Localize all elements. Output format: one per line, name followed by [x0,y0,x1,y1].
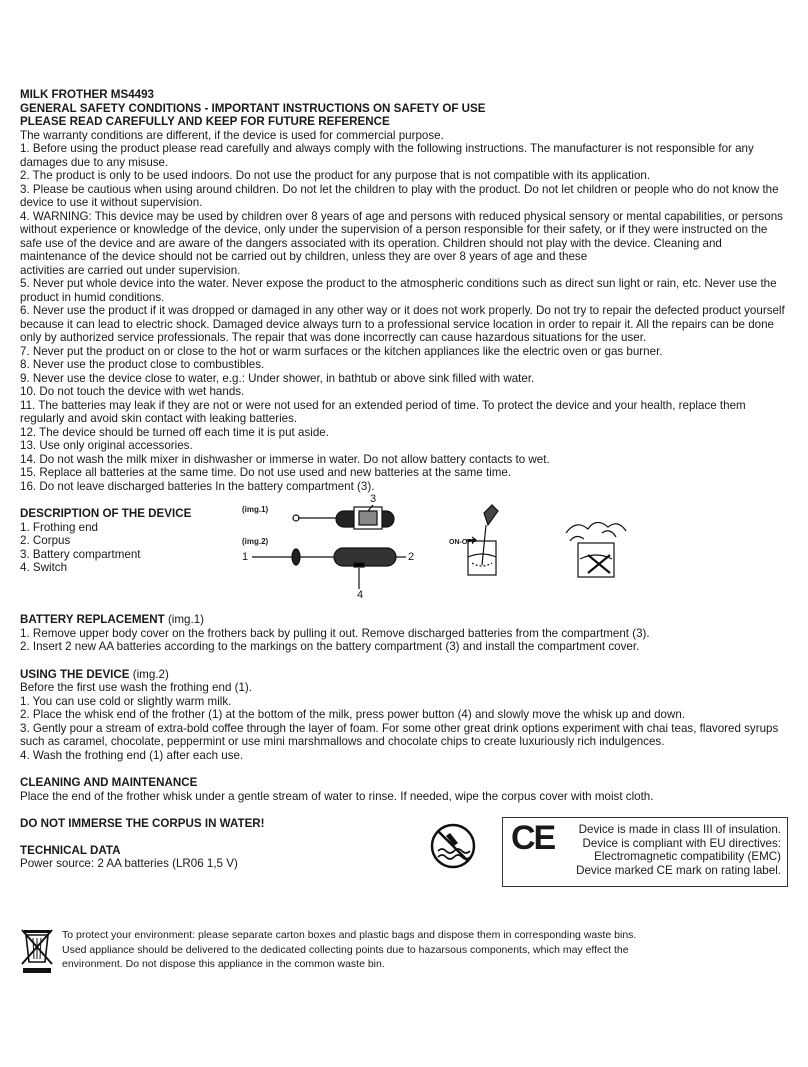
callout-1: 1 [242,551,249,563]
ce-line: Device is compliant with EU directives: [582,836,781,850]
environment-line: environment. Do not dispose this appliance in the common waste bin. [62,958,385,970]
using-title-ref: (img.2) [129,667,169,681]
environment-line: Used appliance should be delivered to the dedicated collecting points due to hazarsous components, which may effect the [62,943,629,956]
using-heading [20,668,790,682]
frother-img1-icon [293,505,394,529]
ce-line: Device is made in class III of insulation. [578,823,781,836]
safety-item: 10. Do not touch the device with wet hands. [20,385,245,398]
environment-line: To protect your environment: please separate carton boxes and plastic bags and dispose them in corresponding waste bins. [62,929,637,941]
battery-title: BATTERY REPLACEMENT [20,613,165,626]
ce-text [576,823,781,877]
safety-heading: GENERAL SAFETY CONDITIONS - IMPORTANT INSTRUCTIONS ON SAFETY OF USE [20,101,486,115]
safety-item: 4. WARNING: This device may be used by children over 8 years of age and persons with reduced physical sensory or mental capabilities, or persons without experience or knowledge of the device, only under the supervision of a person responsible for their safety, or if they were instructed on the safe use of the device and are aware of the dangers associated with its operation. Children should not play with the device. Cleaning and maintenance of the device should not be carried out by children, unless they are over 8 years of age and these [20,209,783,263]
callout-4: 4 [357,589,364,601]
crossed-bin-icon [20,928,54,974]
part-item: 3. Battery compartment [20,547,141,561]
img1-label: (img.1) [242,505,269,514]
callout-3: 3 [370,493,377,505]
safety-item: 6. Never use the product if it was dropped or damaged in any other way or it does not work properly. Do not try to repair the defected product yourself because it can lead to electric shock. Damaged device always turn to a professional service location in order to repair it. All the repairs can be done only by authorized service professionals. The repair that was done incorrectly can cause hazardous situations for the user. [20,304,785,344]
no-water-immersion-icon [566,522,626,577]
immersion-warning: DO NOT IMMERSE THE CORPUS IN WATER! [20,817,265,830]
safety-item: 9. Never use the device close to water, e.g.: Under shower, in bathtub or above sink filled with water. [20,371,535,385]
safety-item: 13. Use only original accessories. [20,439,193,452]
using-intro: Before the first use wash the frothing end (1). [20,681,252,694]
battery-heading [20,613,790,627]
battery-step: 1. Remove upper body cover on the frothers back by pulling it out. Remove discharged batteries from the compartment (3). [20,626,650,640]
description-title: DESCRIPTION OF THE DEVICE [20,507,192,520]
ce-mark-icon: CE [511,819,555,857]
environment-text [62,928,636,972]
using-step: 4. Wash the frothing end (1) after each use. [20,748,244,762]
safety-item: 11. The batteries may leak if they are not or were not used for an extended period of time. To protect the device and your health, replace them regularly and avoid skin contact with leaking batteries. [20,398,746,425]
environment-notice [20,928,790,978]
frother-img2-icon [252,548,406,589]
safety-item: 2. The product is only to be used indoors. Do not use the product for any purpose that is not compatible with its application. [20,169,651,182]
using-title: USING THE DEVICE [20,667,130,681]
bottom-row [20,817,790,887]
ce-info-box [502,817,788,887]
safety-item: 7. Never put the product on or close to the hot or warm surfaces or the kitchen appliances like the electric oven or gas burner. [20,344,663,358]
device-figures [236,493,796,603]
safety-item: 8. Never use the product close to combustibles. [20,358,265,371]
product-title: MILK FROTHER MS4493 [20,88,154,101]
safety-list [20,129,790,494]
part-item: 4. Switch [20,561,68,574]
safety-item: 1. Before using the product please read carefully and always comply with the following instructions. The manufacturer is not responsible for any damages due to any misuse. [20,142,754,169]
safety-item: 5. Never put whole device into the water. Never expose the product to the atmospheric conditions such as direct sun light or rain, etc. Never use the product in humid conditions. [20,277,777,304]
battery-step: 2. Insert 2 new AA batteries according to the markings on the battery compartment (3) and install the compartment cover. [20,640,640,653]
using-step: 1. You can use cold or slightly warm milk. [20,694,232,708]
callout-2: 2 [408,551,415,563]
do-not-immerse-icon [428,821,478,871]
safety-item: activities are carried out under supervision. [20,263,241,277]
technical-text: Power source: 2 AA batteries (LR06 1,5 V) [20,857,238,870]
cup-onoff-icon [466,505,498,575]
safety-item: 14. Do not wash the milk mixer in dishwasher or immerse in water. Do not allow battery contacts to wet. [20,452,550,466]
manual-page [20,88,790,887]
safety-item: The warranty conditions are different, if the device is used for commercial purpose. [20,128,444,142]
part-item: 2. Corpus [20,534,71,547]
using-step: 3. Gently pour a stream of extra-bold coffee through the layer of foam. For some other great drink options experiment with chai teas, flavored syrups such as caramel, chocolate, peppermint or use mini marshmallows and chocolate chips to create luxuriously rich indulgences. [20,721,779,748]
description-list [20,507,191,575]
onoff-label: ON-OFF [449,539,476,546]
ce-line: Device marked CE mark on rating label. [576,863,781,877]
part-item: 1. Frothing end [20,520,98,534]
description-section [20,493,790,601]
using-step: 2. Place the whisk end of the frother (1) at the bottom of the milk, press power button (4) and slowly move the whisk up and down. [20,708,686,721]
read-carefully-heading: PLEASE READ CAREFULLY AND KEEP FOR FUTURE REFERENCE [20,115,390,128]
technical-title: TECHNICAL DATA [20,844,121,857]
ce-line: Electromagnetic compatibility (EMC) [594,850,781,863]
safety-item: 3. Please be cautious when using around children. Do not let the children to play with the product. Do not let children or people who do not know the device to use it without supervision. [20,182,779,209]
img2-label: (img.2) [242,537,269,546]
battery-title-ref: (img.1) [164,613,205,626]
safety-item: 15. Replace all batteries at the same time. Do not use used and new batteries at the same time. [20,466,512,479]
safety-item: 12. The device should be turned off each time it is put aside. [20,425,329,439]
frother-drawings-icon [236,493,796,603]
cleaning-title: CLEANING AND MAINTENANCE [20,776,198,789]
cleaning-text: Place the end of the frother whisk under a gentle stream of water to rinse. If needed, wipe the corpus cover with moist cloth. [20,789,654,803]
safety-item: 16. Do not leave discharged batteries In the battery compartment (3). [20,479,375,493]
